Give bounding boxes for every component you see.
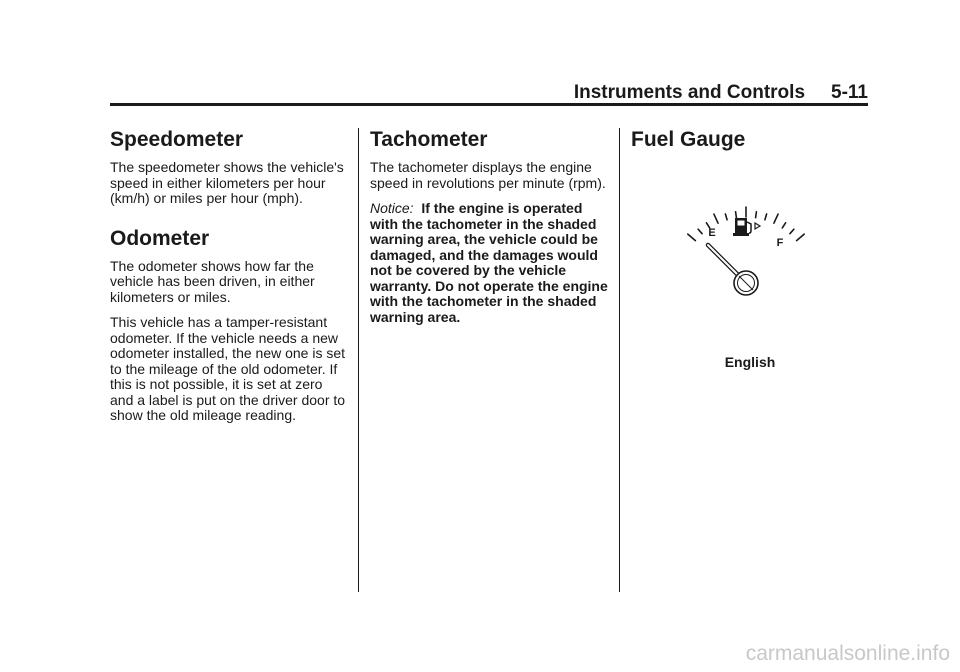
speedometer-text: The speedometer shows the vehicle's speed in either kilometers per hour (km/h) or miles per hour (mph). — [110, 159, 344, 206]
gauge-tick — [736, 212, 737, 218]
fuel-door-arrow-icon — [755, 223, 760, 229]
header-rule — [110, 103, 868, 106]
notice-text: If the engine is operated with the tachometer in the shaded warning area, the vehicle could be damaged, and the damages would not be covered by the vehicle warranty. Do not operate the engine with the tachometer in the shaded warning area. — [370, 200, 608, 325]
fuel-pump-icon — [733, 218, 751, 236]
gauge-tick — [725, 214, 727, 220]
page-header — [110, 82, 868, 104]
tachometer-notice — [370, 201, 610, 325]
odometer-heading: Odometer — [110, 226, 210, 250]
fuel-gauge-dial — [676, 196, 816, 296]
tachometer-heading: Tachometer — [370, 128, 488, 151]
notice-label: Notice: — [370, 200, 414, 216]
gauge-tick — [797, 234, 805, 241]
speedometer-heading: Speedometer — [110, 128, 244, 151]
odometer-text: The odometer shows how far the vehicle has been driven, in either kilometers or miles. — [110, 257, 315, 305]
column-divider — [619, 128, 620, 592]
page-number: 5-11 — [831, 82, 868, 103]
gauge-tick — [782, 223, 785, 228]
full-label: F — [776, 237, 784, 249]
fuel-gauge-caption: English — [724, 354, 776, 370]
gauge-tick — [774, 214, 778, 223]
fuel-gauge-illustration — [676, 196, 816, 296]
column-middle — [370, 128, 610, 335]
empty-label: E — [708, 227, 716, 239]
column-divider — [358, 128, 359, 592]
gauge-tick — [698, 229, 702, 234]
column-left — [110, 128, 346, 434]
watermark: carmanualsonline.info — [745, 642, 950, 665]
gauge-tick — [688, 234, 696, 241]
column-right — [631, 128, 868, 160]
section-title: Instruments and Controls — [573, 82, 806, 103]
gauge-needle — [708, 245, 741, 278]
gauge-tick — [765, 214, 767, 220]
gauge-tick — [714, 214, 718, 223]
tachometer-text: The tachometer displays the engine speed in revolutions per minute (rpm). — [370, 159, 606, 191]
gauge-tick — [756, 212, 757, 218]
gauge-tick — [790, 229, 794, 234]
odometer-tamper-text: This vehicle has a tamper-resistant odometer. If the vehicle needs a new odometer installed, the new one is set to the mileage of the old odometer. If this is not possible, it is set at zero and a label is put on the driver door to show the old mileage reading. — [110, 314, 346, 423]
fuel-gauge-heading: Fuel Gauge — [631, 128, 746, 151]
